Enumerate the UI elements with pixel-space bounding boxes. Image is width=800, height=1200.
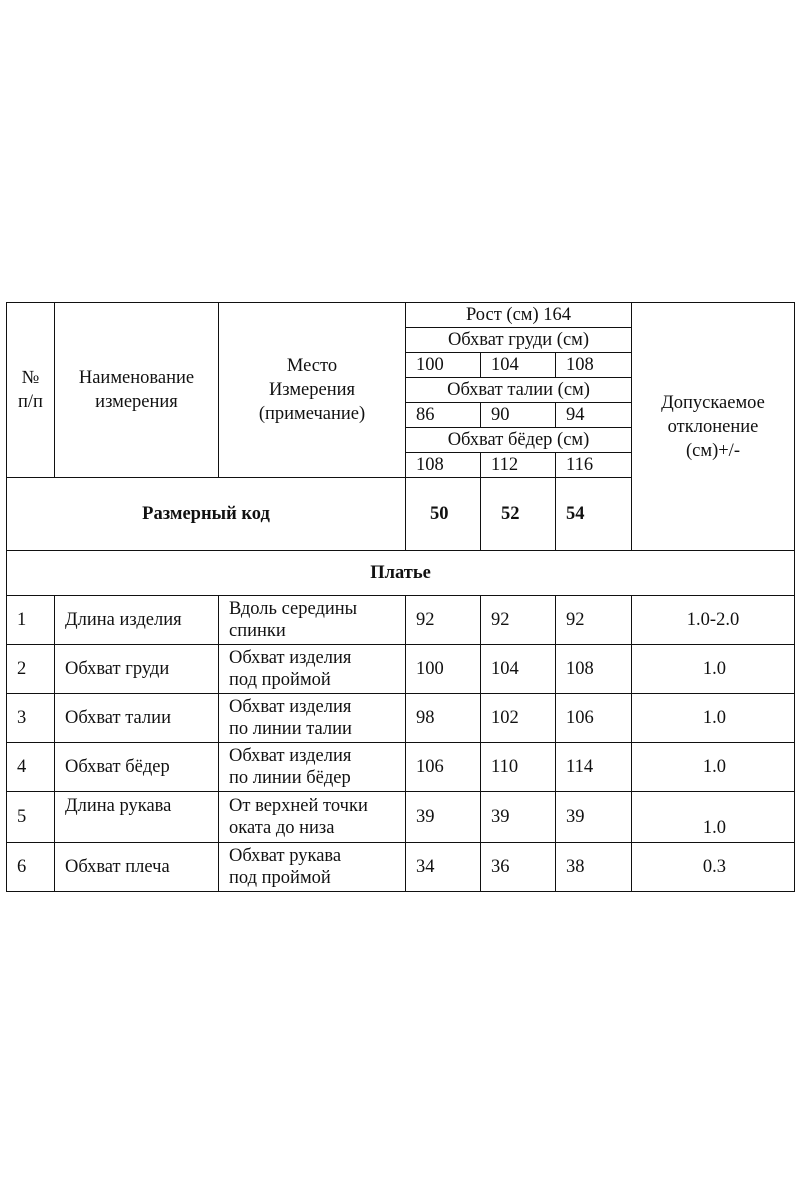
row-place-line-1: Вдоль середины: [229, 599, 358, 619]
hips-header: Обхват бёдер (см): [406, 428, 632, 453]
row-num: 1: [7, 596, 55, 645]
name-header-line-2: измерения: [95, 392, 178, 412]
section-title: Платье: [7, 551, 795, 596]
table-row: [7, 843, 795, 892]
size-code-value: 54: [556, 478, 632, 551]
row-place-line-2: по линии бёдер: [229, 768, 351, 788]
place-header-line-2: Измерения: [268, 380, 356, 400]
table-row: [7, 596, 795, 645]
table-row: [7, 645, 795, 694]
hips-value: 108: [406, 453, 481, 478]
row-place-line-1: От верхней точки: [229, 796, 368, 816]
tolerance-header-line-3: (см)+/-: [686, 440, 740, 461]
num-header-line-1: №: [21, 368, 40, 388]
name-header-line-1: Наименование: [78, 368, 195, 388]
row-tolerance: 1.0: [632, 645, 795, 694]
row-place: [219, 792, 406, 843]
row-place-line-1: Обхват изделия: [229, 697, 352, 717]
row-tolerance: 1.0: [632, 792, 795, 843]
row-name: Длина изделия: [55, 596, 219, 645]
row-value: 92: [556, 596, 632, 645]
row-value: 34: [406, 843, 481, 892]
row-value: 110: [481, 743, 556, 792]
place-header-line-3: (примечание): [258, 404, 366, 424]
row-value: 92: [481, 596, 556, 645]
waist-header: Обхват талии (см): [406, 378, 632, 403]
row-num: 6: [7, 843, 55, 892]
row-num: 4: [7, 743, 55, 792]
row-value: 102: [481, 694, 556, 743]
section-row: [7, 551, 795, 596]
row-name: Обхват плеча: [55, 843, 219, 892]
name-header: [55, 303, 219, 478]
header-row-height: [7, 303, 795, 328]
height-header: Рост (см) 164: [406, 303, 632, 328]
row-value: 98: [406, 694, 481, 743]
row-place-line-2: спинки: [229, 621, 286, 641]
row-tolerance: 1.0-2.0: [632, 596, 795, 645]
size-code-value: 50: [406, 478, 481, 551]
row-value: 106: [406, 743, 481, 792]
row-place: [219, 743, 406, 792]
row-place-line-1: Обхват изделия: [229, 648, 352, 668]
size-table: [6, 302, 795, 892]
place-header-line-1: Место: [286, 356, 338, 376]
row-place: [219, 694, 406, 743]
row-tolerance: 1.0: [632, 694, 795, 743]
hips-value: 116: [556, 453, 632, 478]
table-row: [7, 743, 795, 792]
row-name: Длина рукава: [55, 792, 219, 843]
row-value: 104: [481, 645, 556, 694]
row-name: Обхват бёдер: [55, 743, 219, 792]
row-value: 114: [556, 743, 632, 792]
row-num: 3: [7, 694, 55, 743]
size-code-label: Размерный код: [7, 478, 406, 551]
waist-value: 86: [406, 403, 481, 428]
row-place: [219, 645, 406, 694]
table-row: [7, 792, 795, 843]
row-place: [219, 596, 406, 645]
row-tolerance: 0.3: [632, 843, 795, 892]
waist-value: 90: [481, 403, 556, 428]
num-header-line-2: п/п: [18, 392, 43, 412]
table-row: [7, 694, 795, 743]
row-name: Обхват груди: [55, 645, 219, 694]
waist-value: 94: [556, 403, 632, 428]
row-value: 36: [481, 843, 556, 892]
row-place-line-1: Обхват рукава: [229, 846, 342, 866]
row-value: 92: [406, 596, 481, 645]
row-value: 38: [556, 843, 632, 892]
row-name: Обхват талии: [55, 694, 219, 743]
hips-value: 112: [481, 453, 556, 478]
row-place-line-2: под проймой: [229, 868, 331, 888]
chest-value: 100: [406, 353, 481, 378]
num-header: [7, 303, 55, 478]
row-tolerance: 1.0: [632, 743, 795, 792]
tolerance-header-line-1: Допускаемое: [661, 392, 765, 413]
chest-header: Обхват груди (см): [406, 328, 632, 353]
row-value: 39: [556, 792, 632, 843]
row-num: 2: [7, 645, 55, 694]
row-place-line-1: Обхват изделия: [229, 746, 352, 766]
row-num: 5: [7, 792, 55, 843]
tolerance-header-line-2: отклонение: [667, 416, 759, 437]
row-value: 100: [406, 645, 481, 694]
row-place-line-2: под проймой: [229, 670, 331, 690]
row-value: 39: [481, 792, 556, 843]
chest-value: 108: [556, 353, 632, 378]
chest-value: 104: [481, 353, 556, 378]
row-place-line-2: по линии талии: [229, 719, 352, 739]
size-code-value: 52: [481, 478, 556, 551]
row-value: 108: [556, 645, 632, 694]
row-place-line-2: оката до низа: [229, 818, 335, 838]
row-value: 39: [406, 792, 481, 843]
row-value: 106: [556, 694, 632, 743]
tolerance-header: [632, 303, 795, 551]
row-place: [219, 843, 406, 892]
place-header: [219, 303, 406, 478]
